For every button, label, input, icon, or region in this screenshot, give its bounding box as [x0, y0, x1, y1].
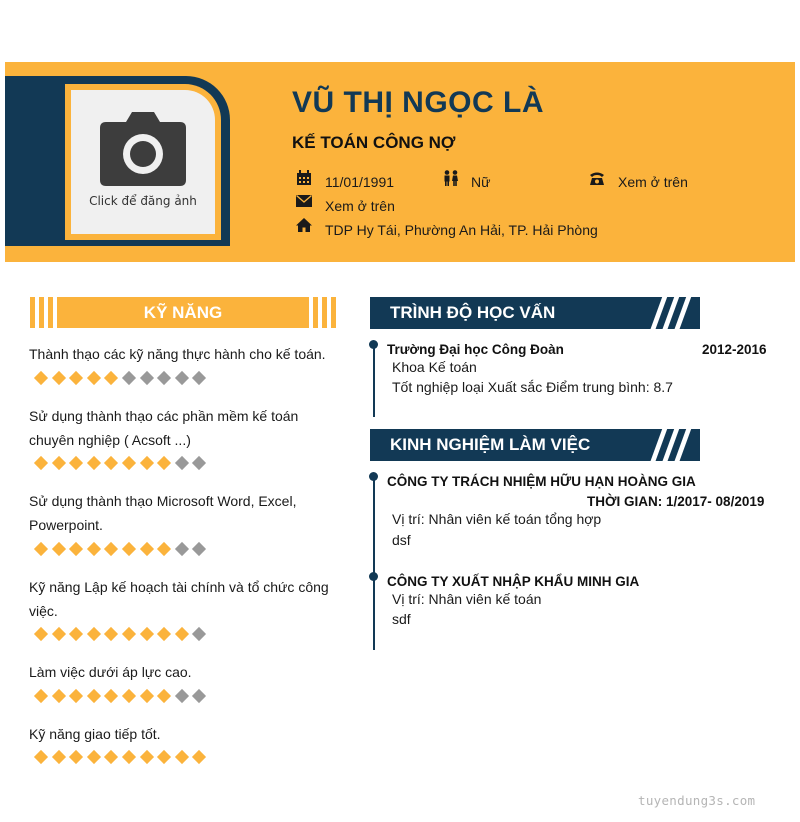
rating-diamond-empty: [192, 371, 206, 385]
rating-diamond-filled: [122, 456, 136, 470]
rating-diamond-empty: [175, 542, 189, 556]
photo-upload[interactable]: [71, 90, 215, 234]
rating-diamond-filled: [104, 750, 118, 764]
skill-item: [29, 404, 334, 452]
faculty: Khoa Kế toán: [392, 359, 477, 375]
rating-diamond-empty: [175, 456, 189, 470]
watermark: tuyendung3s.com: [638, 793, 756, 808]
education-section-header: [370, 297, 700, 329]
rating-diamond-filled: [122, 689, 136, 703]
candidate-name: VŨ THỊ NGỌC LÀ: [292, 86, 544, 119]
rating-diamond-filled: [122, 542, 136, 556]
skill-text-line: Thành thạo các kỹ năng thực hành cho kế toán.: [29, 346, 326, 362]
skill-rating: [34, 371, 210, 385]
rating-diamond-filled: [52, 456, 66, 470]
rating-diamond-filled: [139, 750, 153, 764]
rating-diamond-filled: [139, 456, 153, 470]
rating-diamond-filled: [122, 627, 136, 641]
work-description: dsf: [392, 532, 411, 548]
work-position: Vị trí: Nhân viên kế toán tổng hợp: [392, 511, 602, 527]
rating-diamond-filled: [87, 627, 101, 641]
work-period: THỜI GIAN: 1/2017- 08/2019: [587, 494, 765, 509]
skill-item: [29, 489, 334, 537]
skill-rating: [34, 542, 210, 556]
rating-diamond-filled: [52, 750, 66, 764]
skill-rating: [34, 689, 210, 703]
rating-diamond-filled: [52, 689, 66, 703]
timeline-dot: [369, 340, 378, 349]
skill-rating: [34, 456, 210, 470]
skill-item: [29, 660, 334, 684]
rating-diamond-empty: [192, 627, 206, 641]
home-icon: [296, 217, 312, 233]
cv-header: [5, 62, 795, 262]
rating-diamond-empty: [157, 371, 171, 385]
experience-title: KINH NGHIỆM LÀM VIỆC: [390, 435, 591, 454]
timeline-dot: [369, 472, 378, 481]
rating-diamond-filled: [104, 542, 118, 556]
rating-diamond-filled: [34, 750, 48, 764]
skill-text-line: Powerpoint.: [29, 517, 103, 533]
rating-diamond-filled: [139, 542, 153, 556]
rating-diamond-empty: [192, 542, 206, 556]
skill-text-line: Sử dụng thành thạo các phần mềm kế toán: [29, 408, 299, 424]
rating-diamond-filled: [157, 542, 171, 556]
rating-diamond-filled: [104, 627, 118, 641]
skills-section-header: [30, 297, 336, 328]
camera-icon: [100, 110, 186, 186]
phone: Xem ở trên: [618, 174, 688, 190]
rating-diamond-filled: [87, 456, 101, 470]
skill-rating: [34, 627, 210, 641]
rating-diamond-filled: [104, 456, 118, 470]
rating-diamond-filled: [69, 542, 83, 556]
rating-diamond-filled: [139, 689, 153, 703]
rating-diamond-filled: [69, 689, 83, 703]
education-period: 2012-2016: [702, 342, 767, 357]
rating-diamond-filled: [87, 689, 101, 703]
work-position: Vị trí: Nhân viên kế toán: [392, 591, 542, 607]
rating-diamond-filled: [52, 371, 66, 385]
rating-diamond-filled: [157, 689, 171, 703]
rating-diamond-filled: [52, 627, 66, 641]
company-name: CÔNG TY XUẤT NHẬP KHẨU MINH GIA: [387, 574, 640, 589]
rating-diamond-filled: [157, 750, 171, 764]
rating-diamond-filled: [69, 456, 83, 470]
skill-item: [29, 342, 334, 366]
skill-rating: [34, 750, 210, 764]
rating-diamond-filled: [34, 542, 48, 556]
rating-diamond-filled: [139, 627, 153, 641]
address: TDP Hy Tái, Phường An Hải, TP. Hải Phòng: [325, 222, 598, 238]
rating-diamond-empty: [175, 689, 189, 703]
experience-timeline: [373, 477, 375, 650]
experience-section-header: [370, 429, 700, 461]
rating-diamond-filled: [122, 750, 136, 764]
rating-diamond-filled: [175, 627, 189, 641]
skill-text-line: Sử dụng thành thạo Microsoft Word, Excel,: [29, 493, 297, 509]
rating-diamond-filled: [157, 627, 171, 641]
rating-diamond-empty: [122, 371, 136, 385]
gender-icon: [443, 170, 459, 186]
rating-diamond-filled: [52, 542, 66, 556]
rating-diamond-empty: [175, 371, 189, 385]
rating-diamond-filled: [87, 750, 101, 764]
birthday: 11/01/1991: [325, 174, 395, 190]
rating-diamond-filled: [34, 371, 48, 385]
rating-diamond-filled: [87, 371, 101, 385]
skill-item: [29, 722, 334, 746]
photo-upload-label: Click để đăng ảnh: [89, 194, 197, 208]
skill-text-line: Làm việc dưới áp lực cao.: [29, 664, 192, 680]
work-description: sdf: [392, 611, 411, 627]
skill-item: [29, 575, 334, 623]
rating-diamond-empty: [139, 371, 153, 385]
calendar-icon: [296, 170, 312, 186]
school-name: Trường Đại học Công Đoàn: [387, 342, 564, 357]
company-name: CÔNG TY TRÁCH NHIỆM HỮU HẠN HOÀNG GIA: [387, 474, 696, 489]
rating-diamond-empty: [192, 456, 206, 470]
education-title: TRÌNH ĐỘ HỌC VẤN: [390, 303, 556, 322]
rating-diamond-filled: [192, 750, 206, 764]
education-result: Tốt nghiệp loại Xuất sắc Điểm trung bình: 8.7: [392, 379, 673, 395]
rating-diamond-filled: [104, 371, 118, 385]
rating-diamond-filled: [34, 689, 48, 703]
rating-diamond-filled: [87, 542, 101, 556]
rating-diamond-filled: [34, 456, 48, 470]
rating-diamond-filled: [157, 456, 171, 470]
rating-diamond-filled: [69, 371, 83, 385]
rating-diamond-filled: [34, 627, 48, 641]
phone-icon: [589, 170, 605, 186]
rating-diamond-filled: [69, 750, 83, 764]
email: Xem ở trên: [325, 198, 395, 214]
skill-text-line: việc.: [29, 603, 58, 619]
skill-text-line: Kỹ năng giao tiếp tốt.: [29, 726, 161, 742]
skills-title: KỸ NĂNG: [143, 303, 223, 322]
rating-diamond-filled: [69, 627, 83, 641]
education-timeline: [373, 345, 375, 417]
rating-diamond-filled: [175, 750, 189, 764]
skill-text-line: chuyên nghiệp ( Acsoft ...): [29, 432, 191, 448]
timeline-dot: [369, 572, 378, 581]
rating-diamond-filled: [104, 689, 118, 703]
gender: Nữ: [471, 174, 491, 190]
email-icon: [296, 193, 312, 209]
skill-text-line: Kỹ năng Lập kế hoạch tài chính và tổ chức công: [29, 579, 329, 595]
job-title: KẾ TOÁN CÔNG NỢ: [292, 133, 456, 152]
rating-diamond-empty: [192, 689, 206, 703]
